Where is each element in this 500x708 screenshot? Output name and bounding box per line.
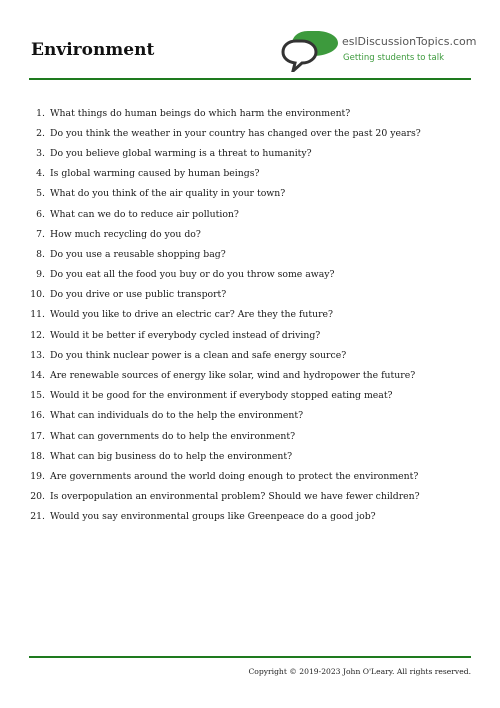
list-item [20, 426, 480, 446]
question-text: Would you like to drive an electric car? Are they the future? [50, 309, 334, 321]
site-logo [280, 28, 480, 72]
list-item [20, 406, 480, 426]
question-number: 10. [30, 289, 45, 301]
question-number: 13. [30, 349, 45, 361]
list-item [20, 507, 480, 527]
question-number: 14. [30, 370, 45, 382]
list-item [20, 345, 480, 365]
question-number: 8. [36, 248, 45, 260]
question-text: Do you think nuclear power is a clean and safe energy source? [50, 349, 347, 361]
question-number: 4. [36, 168, 45, 180]
question-number: 5. [36, 188, 45, 200]
question-number: 2. [36, 127, 45, 139]
question-text: What can governments do to help the environment? [50, 430, 296, 442]
copyright-notice: Copyright © 2019-2023 John O'Leary. All rights reserved. [248, 667, 471, 676]
list-item [20, 204, 480, 224]
question-text: What things do human beings do which harm the environment? [50, 107, 351, 119]
question-number: 11. [30, 309, 45, 321]
question-number: 19. [30, 470, 45, 482]
list-item [20, 285, 480, 305]
question-text: How much recycling do you do? [50, 228, 201, 240]
question-number: 9. [36, 269, 45, 281]
footer-divider [29, 656, 471, 658]
question-text: Are governments around the world doing enough to protect the environment? [50, 470, 419, 482]
question-number: 21. [30, 511, 45, 523]
question-text: Do you believe global warming is a threat to humanity? [50, 147, 312, 159]
question-text: Is global warming caused by human beings? [50, 168, 260, 180]
question-number: 15. [30, 390, 45, 402]
list-item [20, 386, 480, 406]
question-text: What can big business do to help the environment? [50, 450, 293, 462]
question-text: Are renewable sources of energy like solar, wind and hydropower the future? [50, 370, 416, 382]
page-title: Environment [31, 40, 155, 60]
question-text: Do you think the weather in your country has changed over the past 20 years? [50, 127, 421, 139]
list-item [20, 244, 480, 264]
list-item [20, 184, 480, 204]
question-text: Would it be better if everybody cycled instead of driving? [50, 329, 321, 341]
question-number: 6. [36, 208, 45, 220]
question-text: What can we do to reduce air pollution? [50, 208, 239, 220]
list-item [20, 224, 480, 244]
list-item [20, 305, 480, 325]
list-item [20, 446, 480, 466]
list-item [20, 164, 480, 184]
brand-tagline: Getting students to talk [343, 53, 445, 63]
list-item [20, 325, 480, 345]
question-number: 17. [30, 430, 45, 442]
question-text: Do you use a reusable shopping bag? [50, 248, 226, 260]
question-text: Do you eat all the food you buy or do you throw some away? [50, 269, 335, 281]
header-divider [29, 78, 471, 80]
question-number: 1. [36, 107, 45, 119]
question-number: 18. [30, 450, 45, 462]
question-number: 20. [30, 491, 45, 503]
speech-bubbles-icon [280, 28, 342, 72]
question-text: Would it be good for the environment if everybody stopped eating meat? [50, 390, 393, 402]
question-text: What can individuals do to the help the environment? [50, 410, 304, 422]
list-item [20, 487, 480, 507]
list-item [20, 466, 480, 486]
list-item [20, 143, 480, 163]
question-list [20, 103, 480, 527]
brand-name: eslDiscussionTopics.com [342, 35, 477, 48]
list-item [20, 123, 480, 143]
list-item [20, 365, 480, 385]
question-number: 7. [36, 228, 45, 240]
list-item [20, 265, 480, 285]
question-text: Is overpopulation an environmental problem? Should we have fewer children? [50, 491, 420, 503]
list-item [20, 103, 480, 123]
question-number: 3. [36, 147, 45, 159]
question-text: Do you drive or use public transport? [50, 289, 227, 301]
question-text: What do you think of the air quality in your town? [50, 188, 286, 200]
question-number: 16. [30, 410, 45, 422]
question-text: Would you say environmental groups like Greenpeace do a good job? [50, 511, 376, 523]
question-number: 12. [30, 329, 45, 341]
